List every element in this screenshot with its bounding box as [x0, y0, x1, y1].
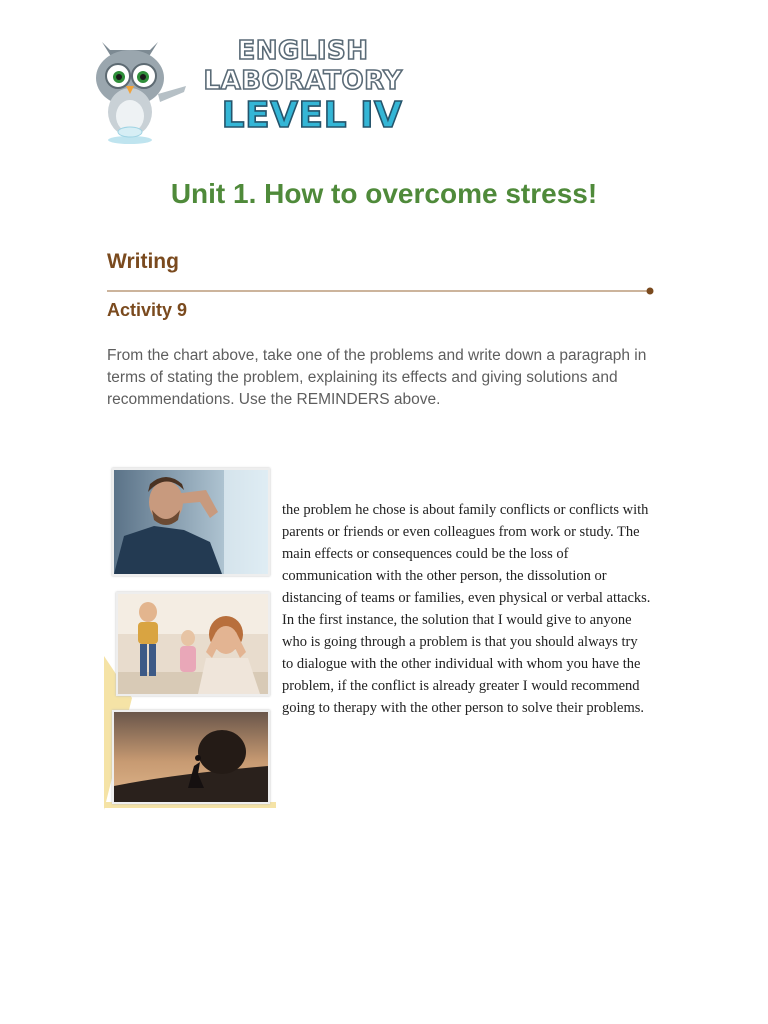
logo-line-english: ENGLISH	[237, 36, 369, 66]
photo-stressed-man	[112, 468, 270, 576]
logo-line-laboratory: LABORATORY	[203, 66, 403, 96]
owl-mascot-icon	[88, 28, 192, 146]
logo-line-level: LEVEL IV	[221, 95, 403, 136]
photo-collage	[104, 462, 280, 810]
photo-boulder-silhouette	[112, 710, 270, 804]
answer-paragraph: the problem he chose is about family conflicts or conflicts with parents or friends or even colleagues from work or study. The main effects or consequences could be the loss of communication with the other person, the dissolution or distancing of teams or families, even physical or verbal attacks. In the first instance, the solution that I would give to anyone who is going through a problem is that you should always try to dialogue with the other individual with whom you have the problem, if the conflict is already greater I would recommend going to therapy with the other person to solve their problems.	[282, 502, 651, 716]
photo-stressed-mother	[116, 592, 270, 696]
section-title: Writing	[107, 250, 179, 273]
section-divider	[107, 286, 655, 296]
activity-instructions: From the chart above, take one of the problems and write down a paragraph in terms of stating the problem, explaining its effects and giving solutions and recommendations. Use the REMINDERS above.	[107, 347, 647, 408]
activity-title: Activity 9	[107, 300, 188, 320]
logo	[88, 28, 408, 146]
unit-title: Unit 1. How to overcome stress!	[170, 178, 598, 209]
